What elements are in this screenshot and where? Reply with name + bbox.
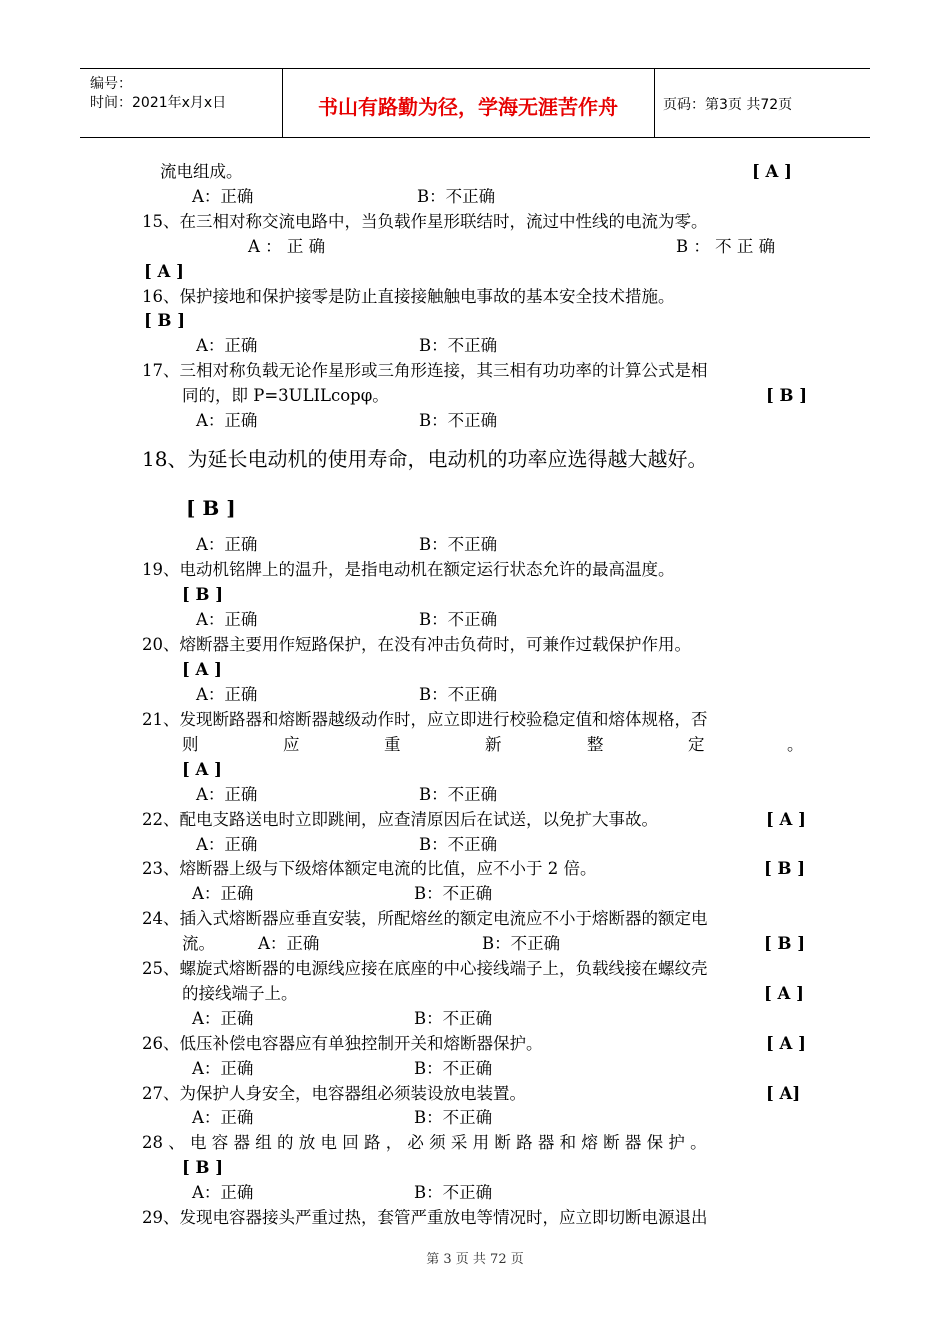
answer-bracket: [ A] [766,1084,801,1103]
answer-bracket: [ B ] [766,386,808,405]
option-b: B：不正确 [419,336,498,355]
motto-text: 书山有路勤为径，学海无涯苦作舟 [318,95,618,119]
option-b: B ： 不 正 确 [676,237,776,256]
option-b: B：不正确 [414,1009,493,1028]
option-a: A：正确 [192,1009,254,1028]
text-char: 定 [688,735,705,754]
option-b: B：不正确 [414,1183,493,1202]
option-b: B：不正确 [419,835,498,854]
option-a: A：正确 [196,336,258,355]
question-24: 24、插入式熔断器应垂直安装，所配熔丝的额定电流应不小于熔断器的额定电 [142,909,708,928]
question-16: 16、保护接地和保护接零是防止直接接触触电事故的基本安全技术措施。 [142,287,675,306]
answer-bracket: [ B ] [182,1158,224,1177]
text-line: 流。 [182,934,215,953]
option-a: A：正确 [196,411,258,430]
option-a: A：正确 [258,934,320,953]
question-29: 29、发现电容器接头严重过热，套管严重放电等情况时，应立即切断电源退出 [142,1208,708,1227]
question-26: 26、低压补偿电容器应有单独控制开关和熔断器保护。 [142,1034,543,1053]
text-char: 整 [587,735,604,754]
answer-bracket: [ A ] [764,984,804,1003]
option-b: B：不正确 [414,884,493,903]
page-header [80,68,870,138]
question-20: 20、熔断器主要用作短路保护，在没有冲击负荷时，可兼作过载保护作用。 [142,635,691,654]
answer-bracket: [ B ] [764,859,806,878]
answer-bracket: [ A ] [182,660,222,679]
header-motto-cell [282,69,655,137]
answer-bracket: [ B ] [764,934,806,953]
option-b: B：不正确 [419,535,498,554]
code-label: 编号： [90,76,132,92]
question-18: 18、为延长电动机的使用寿命，电动机的功率应选得越大越好。 [142,447,708,471]
option-a: A：正确 [196,835,258,854]
option-b: B：不正确 [419,610,498,629]
question-19: 19、电动机铭牌上的温升，是指电动机在额定运行状态允许的最高温度。 [142,560,675,579]
question-27: 27、为保护人身安全，电容器组必须装设放电装置。 [142,1084,526,1103]
option-b: B：不正确 [482,934,561,953]
answer-bracket: [ B ] [144,311,186,330]
option-b: B：不正确 [414,1108,493,1127]
option-b: B：不正确 [414,1059,493,1078]
option-a: A：正确 [192,1183,254,1202]
option-a: A：正确 [196,785,258,804]
option-a: A：正确 [192,187,254,206]
option-a: A：正确 [192,1108,254,1127]
question-22: 22、配电支路送电时立即跳闸，应查清原因后在试送，以免扩大事故。 [142,810,658,829]
option-a: A：正确 [196,535,258,554]
question-21: 21、发现断路器和熔断器越级动作时，应立即进行校验稳定值和熔体规格，否 [142,710,708,729]
option-a: A：正确 [192,1059,254,1078]
answer-bracket: [ A ] [752,162,792,181]
option-a: A：正确 [196,610,258,629]
question-25: 25、螺旋式熔断器的电源线应接在底座的中心接线端子上，负载线接在螺纹壳 [142,959,708,978]
option-a: A ： 正 确 [248,237,326,256]
text-char: 新 [485,735,502,754]
page-footer: 第 3 页 共 72 页 [426,1252,524,1267]
page-info: 页码：第3页 共72页 [663,97,793,113]
option-a: A：正确 [196,685,258,704]
option-b: B：不正确 [419,785,498,804]
answer-bracket: [ B ] [182,585,224,604]
question-28: 28 、 电 容 器 组 的 放 电 回 路 ， 必 须 采 用 断 路 器 和 熔 断 器 保 护 。 [142,1133,707,1152]
text-char: 重 [384,735,401,754]
text-line: 同的，即 P=3ULILcopφ。 [182,386,389,405]
option-b: B：不正确 [419,411,498,430]
question-15: 15、在三相对称交流电路中，当负载作星形联结时，流过中性线的电流为零。 [142,212,708,231]
time-label: 时间：2021年x月x日 [90,95,227,111]
answer-bracket: [ A ] [766,1034,806,1053]
text-line: 的接线端子上。 [182,984,298,1003]
question-23: 23、熔断器上级与下级熔体额定电流的比值，应不小于 2 倍。 [142,859,597,878]
text-char: 则 [182,735,199,754]
answer-bracket: [ A ] [144,262,184,281]
question-17: 17、三相对称负载无论作星形或三角形连接，其三相有功功率的计算公式是相 [142,361,708,380]
answer-bracket: [ B ] [186,496,236,520]
answer-bracket: [ A ] [766,810,806,829]
header-left-cell [80,69,283,137]
text-char: 应 [283,735,300,754]
option-a: A：正确 [192,884,254,903]
option-b: B：不正确 [417,187,496,206]
option-b: B：不正确 [419,685,498,704]
text-char: 。 [787,735,804,754]
answer-bracket: [ A ] [182,760,222,779]
text-line: 流电组成。 [160,162,243,181]
header-right-cell [655,69,870,137]
